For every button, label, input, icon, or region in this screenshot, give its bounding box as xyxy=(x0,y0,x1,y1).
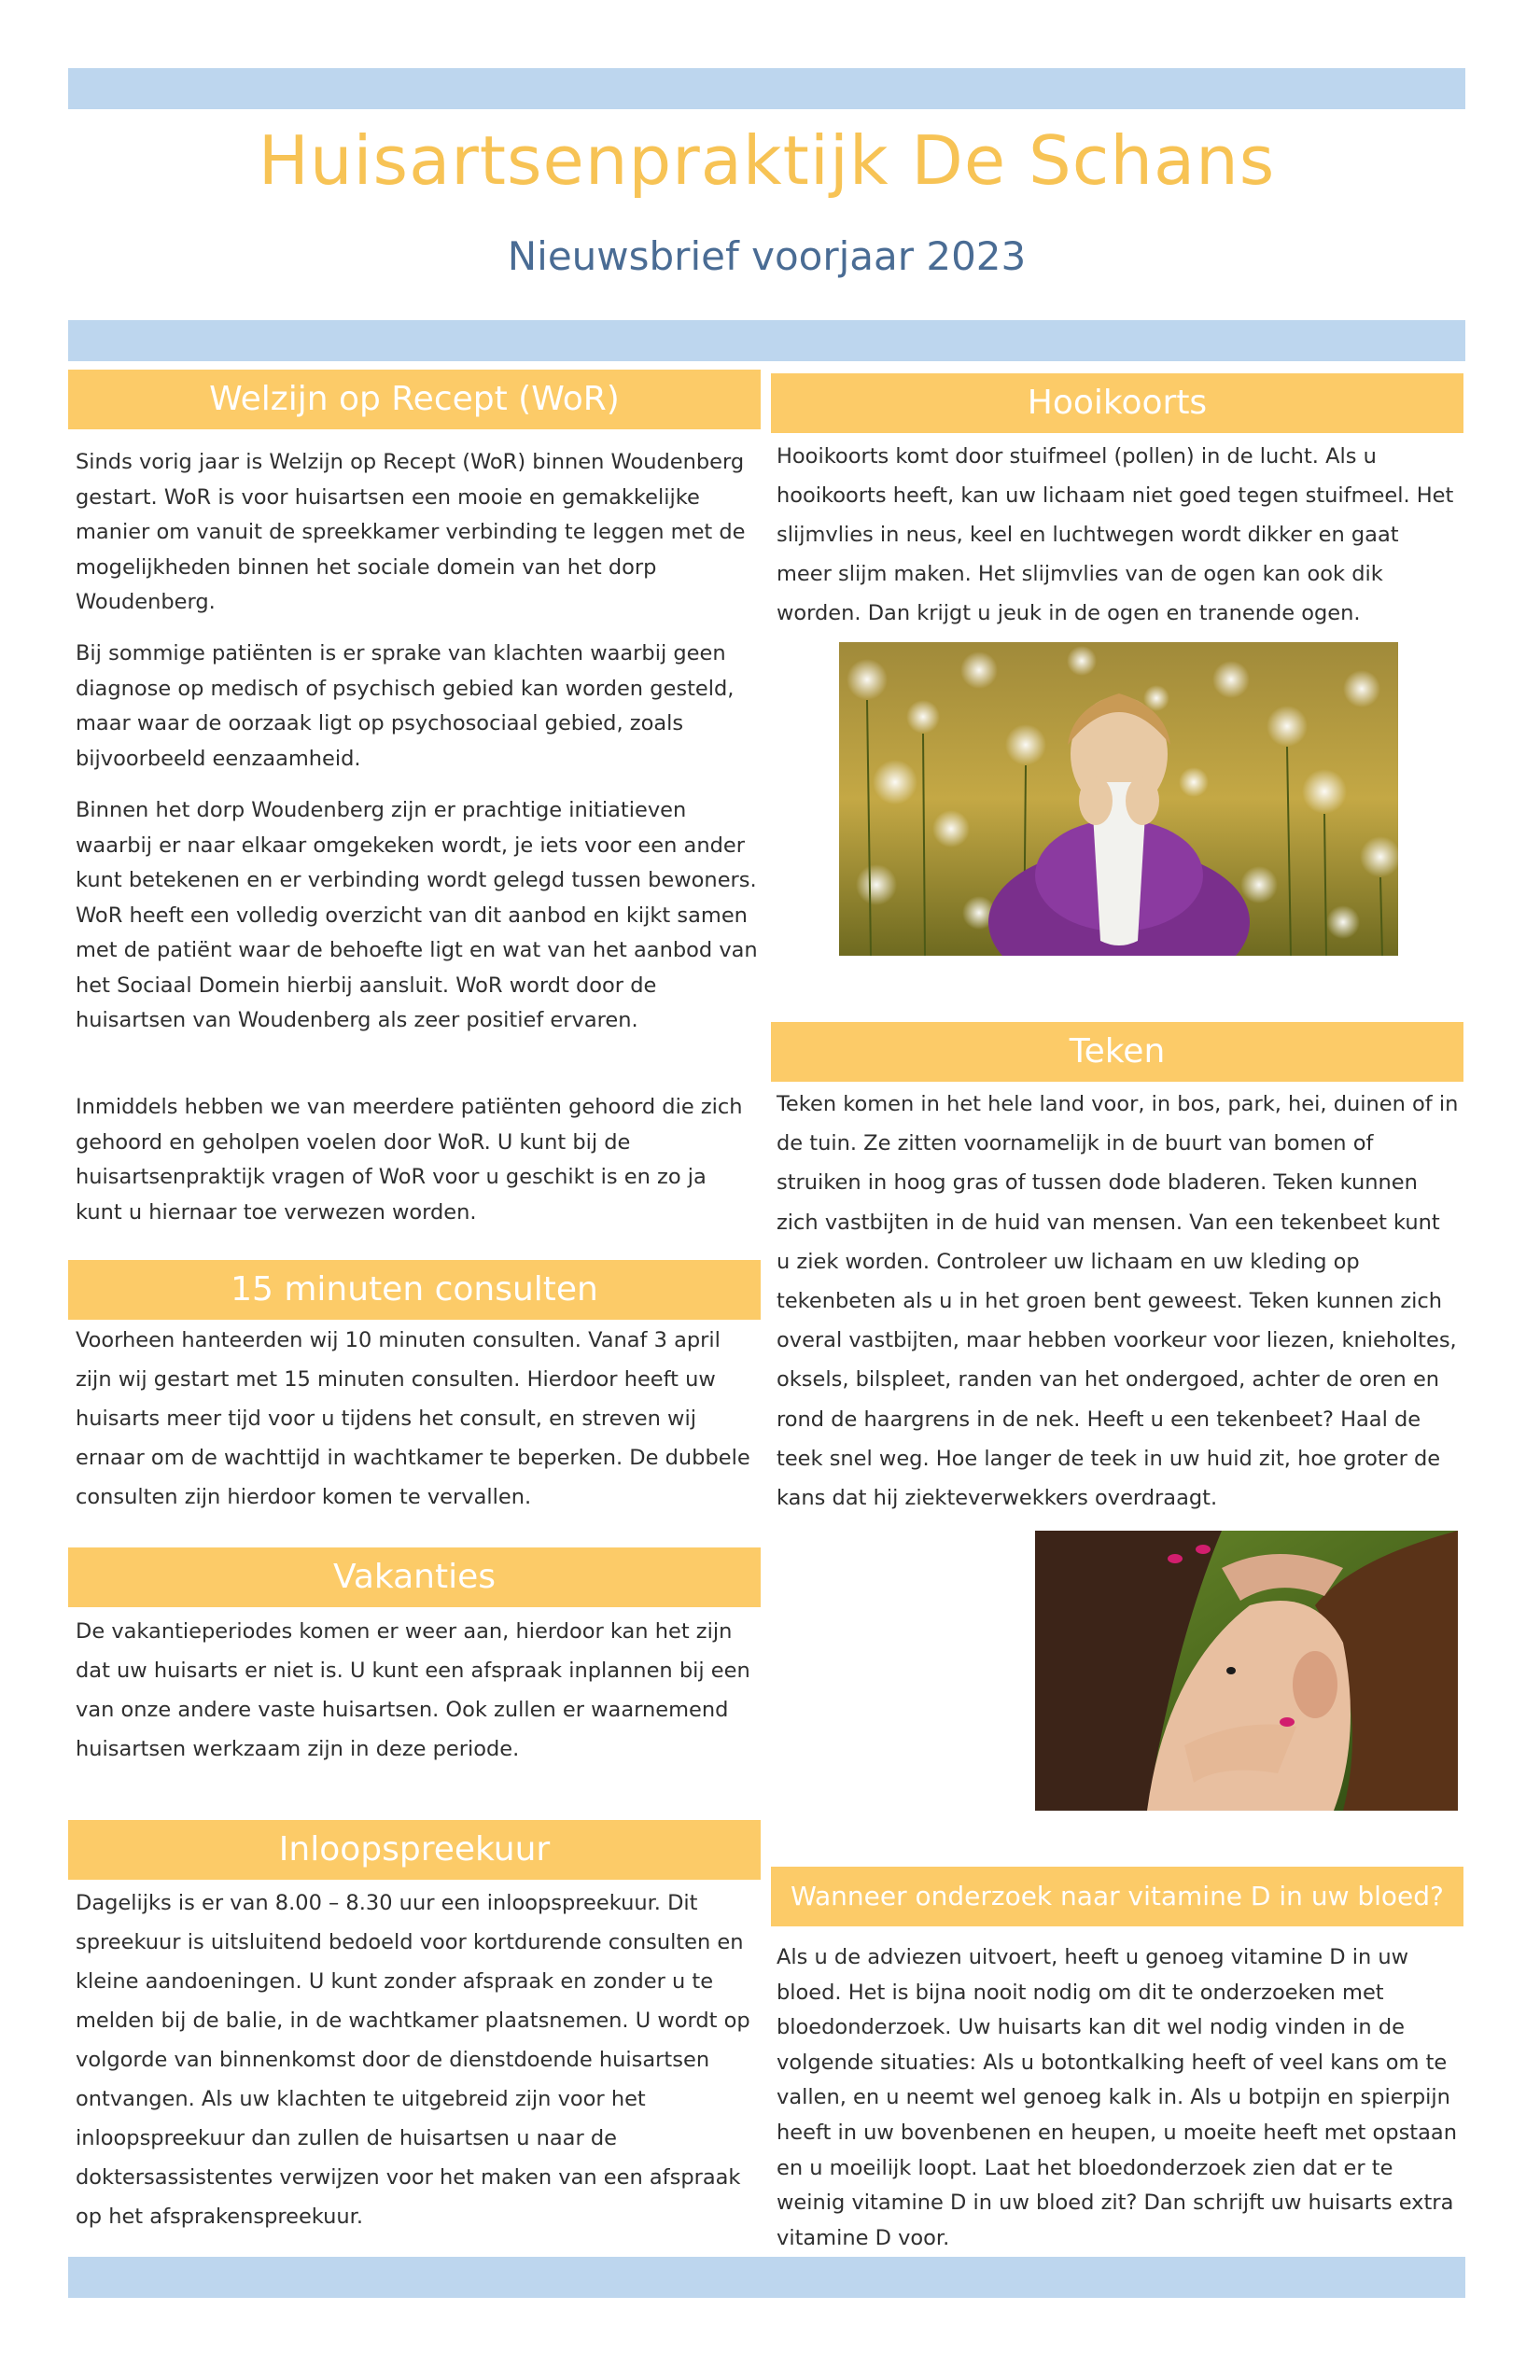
newsletter-subtitle: Nieuwsbrief voorjaar 2023 xyxy=(507,233,1027,279)
wor-paragraph-4: Inmiddels hebben we van meerdere patiënten gehoord die zich gehoord en geholpen voelen door WoR. U kunt bij de huisartsenpraktijk vragen of WoR voor u geschikt is en zo ja kunt u hiernaar toe verwezen worden. xyxy=(76,1095,743,1225)
wor-heading: Welzijn op Recept (WoR) xyxy=(68,370,761,429)
header-divider-band xyxy=(68,320,1465,361)
consult-paragraph: Voorheen hanteerden wij 10 minuten consulten. Vanaf 3 april zijn wij gestart met 15 minuten consulten. Hierdoor heeft uw huisarts meer tijd voor u tijdens het consult, en streven wij ernaar om de wachttijd in wachtkamer te beperken. De dubbele consulten zijn hierdoor komen te vervallen. xyxy=(76,1328,750,1509)
wor-paragraph-3: Binnen het dorp Woudenberg zijn er prachtige initiatieven waarbij er naar elkaar omgekeken wordt, je iets voor een ander kunt betekenen en er verbinding wordt gelegd tussen bewoners. WoR heeft een volledig overzicht van dit aanbod en kijkt samen met de patiënt waar de behoefte ligt en wat van het aanbod van het Sociaal Domein hierbij aansluit. WoR wordt door de huisartsen van Woudenberg als zeer positief ervaren. xyxy=(76,798,758,1032)
tick-photo xyxy=(1035,1531,1458,1811)
wor-paragraph-2: Bij sommige patiënten is er sprake van klachten waarbij geen diagnose op medisch of psychisch gebied kan worden gesteld, maar waar de oorzaak ligt op psychosociaal gebied, zoals bijvoorbeeld eenzaamheid. xyxy=(76,641,735,771)
newsletter-title: Huisartsenpraktijk De Schans xyxy=(258,121,1276,200)
inloop-paragraph: Dagelijks is er van 8.00 – 8.30 uur een inloopspreekuur. Dit spreekuur is uitsluitend bedoeld voor kortdurende consulten en kleine aandoeningen. U kunt zonder afspraak en zonder u te melden bij de balie, in de wachtkamer plaatsnemen. U wordt op volgorde van binnenkomst door de dienstdoende huisartsen ontvangen. Als uw klachten te uitgebreid zijn voor het inloopspreekuur dan zullen de huisartsen u naar de doktersassistentes verwijzen voor het maken van een afspraak op het afsprakenspreekuur. xyxy=(76,1891,750,2229)
vitamine-d-paragraph: Als u de adviezen uitvoert, heeft u genoeg vitamine D in uw bloed. Het is bijna nooit nodig om dit te onderzoeken met bloedonderzoek. Uw huisarts kan dit wel nodig vinden in de volgende situaties: Als u botontkalking heeft of veel kans om te vallen, en u neemt wel genoeg kalk in. Als u botpijn en spierpijn heeft in uw bovenbenen en heupen, u moeite heeft met opstaan en u moeilijk loopt. Laat het bloedonderzoek zien dat er te weinig vitamine D in uw bloed zit? Dan schrijft uw huisarts extra vitamine D voor. xyxy=(777,1945,1457,2250)
bottom-band xyxy=(68,2257,1465,2298)
vakanties-heading: Vakanties xyxy=(68,1547,761,1607)
hooikoorts-paragraph: Hooikoorts komt door stuifmeel (pollen) in de lucht. Als u hooikoorts heeft, kan uw lichaam niet goed tegen stuifmeel. Het slijmvlies in neus, keel en luchtwegen wordt dikker en gaat meer slijm maken. Het slijmvlies van de ogen kan ook dik worden. Dan krijgt u jeuk in de ogen en tranende ogen. xyxy=(777,444,1454,625)
wor-paragraph-1: Sinds vorig jaar is Welzijn op Recept (WoR) binnen Woudenberg gestart. WoR is voor huisartsen een mooie en gemakkelijke manier om vanuit de spreekkamer verbinding te leggen met de mogelijkheden binnen het sociale domein van het dorp Woudenberg. xyxy=(76,450,746,614)
vitamine-d-heading: Wanneer onderzoek naar vitamine D in uw bloed? xyxy=(771,1867,1463,1926)
teken-paragraph: Teken komen in het hele land voor, in bos, park, hei, duinen of in de tuin. Ze zitten voornamelijk in de buurt van bomen of struiken in hoog gras of tussen dode bladeren. Teken kunnen zich vastbijten in de huid van mensen. Van een tekenbeet kunt u ziek worden. Controleer uw lichaam en uw kleding op tekenbeten als u in het groen bent geweest. Teken kunnen zich overal vastbijten, maar hebben voorkeur voor liezen, knieholtes, oksels, bilspleet, randen van het ondergoed, achter de oren en rond de haargrens in de nek. Heeft u een tekenbeet? Haal de teek snel weg. Hoe langer de teek in uw huid zit, hoe groter de kans dat hij ziekteverwekkers overdraagt. xyxy=(777,1092,1459,1511)
inloop-heading: Inloopspreekuur xyxy=(68,1820,761,1880)
teken-heading: Teken xyxy=(771,1022,1463,1082)
hooikoorts-heading: Hooikoorts xyxy=(771,373,1463,433)
hayfever-photo xyxy=(839,642,1398,956)
top-band xyxy=(68,68,1465,109)
consult-heading: 15 minuten consulten xyxy=(68,1260,761,1320)
vakanties-paragraph: De vakantieperiodes komen er weer aan, hierdoor kan het zijn dat uw huisarts er niet is. U kunt een afspraak inplannen bij een van onze andere vaste huisartsen. Ook zullen er waarnemend huisartsen werkzaam zijn in deze periode. xyxy=(76,1619,750,1761)
